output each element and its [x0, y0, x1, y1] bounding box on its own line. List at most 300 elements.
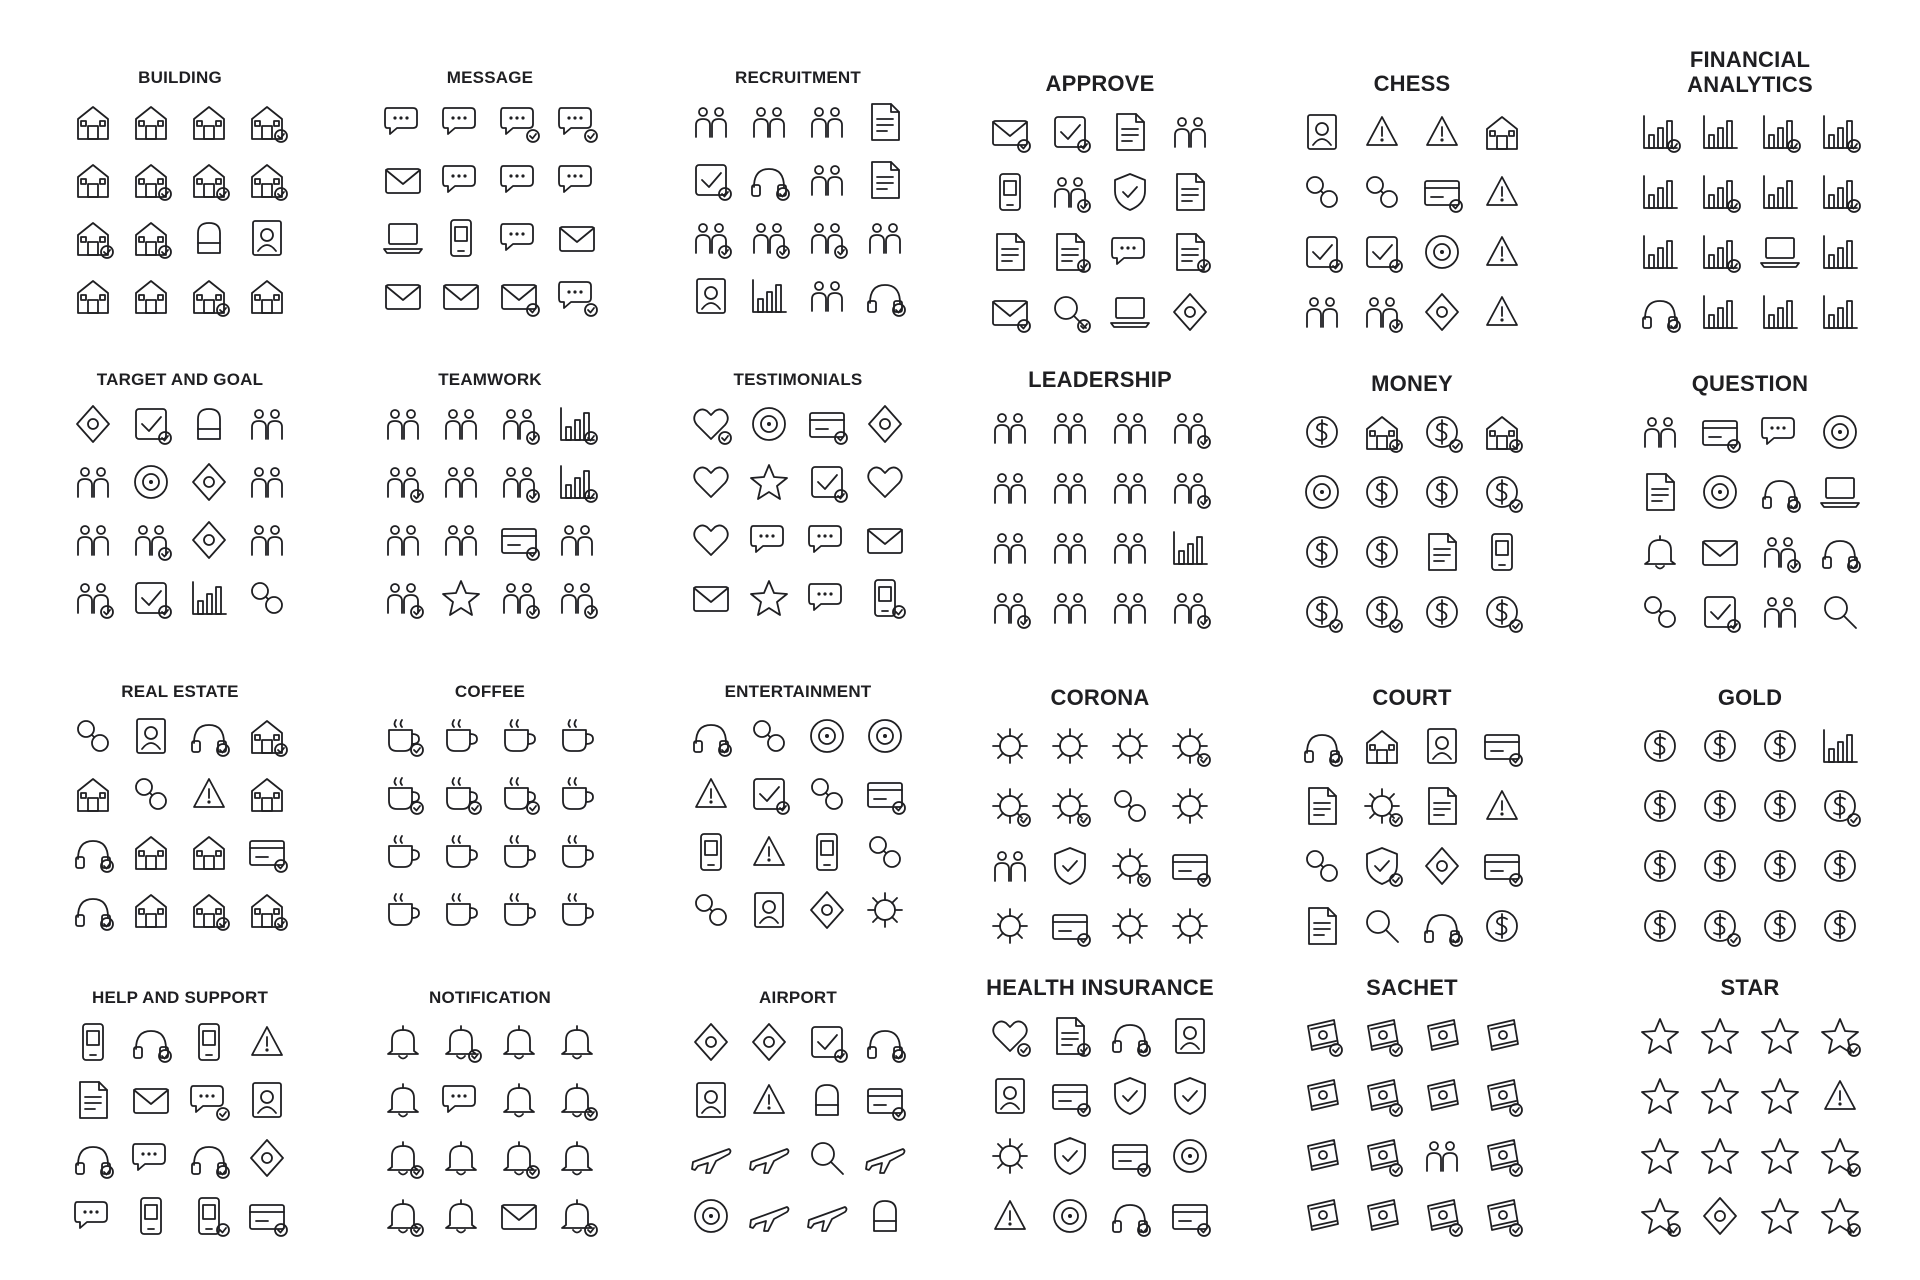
- thermometer-face-icon: [1167, 843, 1213, 889]
- calendar-alert-icon: [380, 1077, 426, 1123]
- mobile-info-icon: [186, 1193, 232, 1239]
- world-travel-icon: [862, 1193, 908, 1239]
- palette-icon: [804, 887, 850, 933]
- sachet-torn-icon: [1479, 1193, 1525, 1239]
- hand-coins-icon: [1479, 469, 1525, 515]
- document-analysis-icon: [1697, 109, 1743, 155]
- handcuffs-icon: [1359, 783, 1405, 829]
- gold-hand-icon: [1817, 903, 1863, 949]
- icon-set-title: REAL ESTATE: [121, 682, 239, 701]
- gold-safe-icon: [1757, 783, 1803, 829]
- envelope-approve-icon: [987, 289, 1033, 335]
- candlestick-icon: [1697, 229, 1743, 275]
- team-search-icon: [438, 517, 484, 563]
- boarding-pass-icon: [804, 1077, 850, 1123]
- icon-set-title: AIRPORT: [759, 988, 837, 1007]
- mail-alert-icon: [496, 1193, 542, 1239]
- globe-chart-icon: [1757, 109, 1803, 155]
- target-person-icon: [688, 215, 734, 261]
- star-glow-icon: [1757, 1193, 1803, 1239]
- icon-grid: [980, 1013, 1220, 1239]
- icon-set-chess: [1292, 72, 1532, 335]
- leader-checklist-icon: [1167, 465, 1213, 511]
- icon-grid: [980, 109, 1220, 335]
- pool-icon: [128, 771, 174, 817]
- person-check-icon: [1047, 169, 1093, 215]
- icon-set-building: [60, 68, 300, 319]
- phone-review-icon: [862, 575, 908, 621]
- approved-stamp-icon: [1167, 289, 1213, 335]
- virus-protection-icon: [1107, 843, 1153, 889]
- icon-set-question: [1630, 372, 1870, 635]
- magnifier-chart-icon: [1637, 169, 1683, 215]
- laptop-question-icon: [1817, 469, 1863, 515]
- icon-set-court: [1292, 686, 1532, 949]
- door-exit-icon: [128, 575, 174, 621]
- address-book-icon: [70, 1077, 116, 1123]
- rocket-icon: [244, 575, 290, 621]
- sachet-coffee-icon: [1479, 1133, 1525, 1179]
- star-wand-icon: [1757, 1013, 1803, 1059]
- sneeze-icon: [1107, 723, 1153, 769]
- resume-icon: [862, 99, 908, 145]
- bell-refresh-icon: [438, 1193, 484, 1239]
- sachet-square-icon: [1419, 1013, 1465, 1059]
- coffee-can-icon: [438, 887, 484, 933]
- toilet-icon: [186, 713, 232, 759]
- map-location-icon: [186, 771, 232, 817]
- people-question-icon: [1757, 589, 1803, 635]
- muted-chat-icon: [554, 273, 600, 319]
- courthouse-icon: [1359, 723, 1405, 769]
- mail-star-icon: [862, 517, 908, 563]
- icon-set-money: [1292, 372, 1532, 635]
- trophy-icon: [186, 401, 232, 447]
- icon-grid: [370, 401, 610, 621]
- lab-flask-icon: [1167, 1013, 1213, 1059]
- heart-shield-icon: [987, 1013, 1033, 1059]
- bed-icon: [244, 829, 290, 875]
- garage-icon: [186, 99, 232, 145]
- phone-payment-icon: [1479, 529, 1525, 575]
- sachet-roll-icon: [1419, 1073, 1465, 1119]
- chess-group-icon: [1299, 289, 1345, 335]
- cold-drink-icon: [496, 829, 542, 875]
- chess-exchange-icon: [1419, 289, 1465, 335]
- easel-icon: [746, 887, 792, 933]
- icon-set-title: TARGET AND GOAL: [96, 370, 264, 389]
- leader-swap-icon: [1107, 525, 1153, 571]
- icon-set-title: STAR: [1720, 975, 1780, 1000]
- masked-face-icon: [1167, 783, 1213, 829]
- icon-grid: [1630, 1013, 1870, 1239]
- masked-person-icon: [987, 843, 1033, 889]
- icon-grid: [60, 1019, 300, 1239]
- clapperboard-icon: [688, 713, 734, 759]
- gold-24k-icon: [1697, 903, 1743, 949]
- sold-house-icon: [128, 829, 174, 875]
- mobile-bell-icon: [380, 1193, 426, 1239]
- house-expand-icon: [70, 771, 116, 817]
- puzzle-question-icon: [1817, 529, 1863, 575]
- bell-mute-icon: [554, 1077, 600, 1123]
- blood-drop-icon: [987, 1193, 1033, 1239]
- icon-grid: [370, 1019, 610, 1239]
- chess-swap-icon: [1359, 229, 1405, 275]
- city-buildings-icon: [70, 157, 116, 203]
- no-mail-icon: [554, 215, 600, 261]
- hospital-icon: [186, 157, 232, 203]
- pie-chart-icon: [1817, 169, 1863, 215]
- icon-grid: [1292, 1013, 1532, 1239]
- castle-icon: [70, 273, 116, 319]
- decree-scroll-icon: [1419, 783, 1465, 829]
- safe-icon: [1299, 529, 1345, 575]
- chess-board-icon: [1419, 169, 1465, 215]
- growth-chart-icon: [1697, 169, 1743, 215]
- winner-icon: [496, 459, 542, 505]
- phone-question-icon: [128, 1193, 174, 1239]
- phone-message-icon: [496, 99, 542, 145]
- icon-grid: [678, 713, 918, 933]
- icon-set-title: ENTERTAINMENT: [724, 682, 872, 701]
- chess-move-icon: [1479, 229, 1525, 275]
- icon-set-coffee: [370, 682, 610, 933]
- thumbs-up-icon: [862, 401, 908, 447]
- location-message-icon: [438, 157, 484, 203]
- plane-takeoff-icon: [804, 1193, 850, 1239]
- icon-grid: [60, 713, 300, 933]
- mail-question-icon: [1697, 529, 1743, 575]
- hand-wash-icon: [1047, 723, 1093, 769]
- phone-chart-icon: [1757, 169, 1803, 215]
- quill-icon: [1299, 843, 1345, 889]
- comment-bubbles-icon: [804, 575, 850, 621]
- laptop-heart-icon: [688, 459, 734, 505]
- 3d-glasses-icon: [688, 771, 734, 817]
- info-bubble-icon: [70, 1193, 116, 1239]
- smile-click-icon: [804, 459, 850, 505]
- sachet-print-icon: [1479, 1073, 1525, 1119]
- icon-grid: [1630, 409, 1870, 635]
- icon-grid: [370, 713, 610, 933]
- shield-check-icon: [1107, 169, 1153, 215]
- sanitizer-icon: [987, 723, 1033, 769]
- bishop-icon: [1479, 109, 1525, 155]
- iced-coffee-icon: [438, 829, 484, 875]
- eye-shield-icon: [1167, 1073, 1213, 1119]
- cinema-screen-icon: [862, 829, 908, 875]
- suitcase-icon: [688, 1077, 734, 1123]
- icon-set-help: [60, 988, 300, 1239]
- sachet-open-icon: [1479, 1013, 1525, 1059]
- gold-coins-icon: [1757, 843, 1803, 889]
- gold-certificate-icon: [1757, 723, 1803, 769]
- house-keys-icon: [244, 713, 290, 759]
- search-question-icon: [1817, 589, 1863, 635]
- person-checklist-icon: [804, 99, 850, 145]
- mobile-location-icon: [438, 215, 484, 261]
- teapot-icon: [380, 771, 426, 817]
- warning-question-icon: [1637, 589, 1683, 635]
- currency-exchange-icon: [1419, 589, 1465, 635]
- magnifier-check-icon: [1047, 289, 1093, 335]
- garage-door-icon: [128, 887, 174, 933]
- flight-time-icon: [688, 1135, 734, 1181]
- movie-camera-icon: [862, 713, 908, 759]
- team-presentation-icon: [380, 459, 426, 505]
- justice-shield-icon: [1359, 843, 1405, 889]
- hierarchy-icon: [688, 273, 734, 319]
- medicine-icon: [987, 1073, 1033, 1119]
- icon-set-title: RECRUITMENT: [735, 68, 861, 87]
- house-location-icon: [244, 887, 290, 933]
- team-row-icon: [438, 401, 484, 447]
- refresh-phone-icon: [70, 1019, 116, 1065]
- search-candidate-icon: [688, 99, 734, 145]
- pawn-icon: [1419, 109, 1465, 155]
- banknotes-icon: [1359, 409, 1405, 455]
- icon-grid: [1630, 109, 1870, 335]
- sachet-powder-icon: [1359, 1133, 1405, 1179]
- ambulance-icon: [1047, 1073, 1093, 1119]
- icon-set-recruitment: [678, 68, 918, 319]
- certificate-person-icon: [1167, 109, 1213, 155]
- review-edit-icon: [746, 401, 792, 447]
- icon-set-title: MESSAGE: [446, 68, 534, 87]
- rating-row-icon: [1697, 1193, 1743, 1239]
- chess-king-group-icon: [1359, 289, 1405, 335]
- knight-icon: [1299, 109, 1345, 155]
- settings-support-icon: [244, 1135, 290, 1181]
- court-hammer-icon: [1479, 843, 1525, 889]
- cycle-chart-icon: [1637, 229, 1683, 275]
- star-ring-icon: [1817, 1133, 1863, 1179]
- bar-chart-icon: [1637, 109, 1683, 155]
- floor-plan-icon: [70, 887, 116, 933]
- coffee-machine-icon: [554, 713, 600, 759]
- path-goal-icon: [186, 517, 232, 563]
- icon-set-title: CORONA: [1050, 685, 1150, 710]
- icon-set-title: LEADERSHIP: [1028, 367, 1172, 392]
- icon-grid: [370, 99, 610, 319]
- plane-search-icon: [804, 1135, 850, 1181]
- door-exit-icon: [688, 157, 734, 203]
- film-reel-icon: [862, 771, 908, 817]
- piggy-bank-icon: [1479, 409, 1525, 455]
- for-rent-sign-icon: [70, 829, 116, 875]
- gavel-icon: [1299, 723, 1345, 769]
- icon-grid: [1630, 723, 1870, 949]
- leader-row-icon: [1047, 585, 1093, 631]
- icon-set-approve: [980, 72, 1220, 335]
- mail-location-icon: [438, 273, 484, 319]
- scroll-icon: [987, 229, 1033, 275]
- theater-stage-icon: [746, 771, 792, 817]
- house-insurance-icon: [186, 829, 232, 875]
- sachet-tilted-icon: [1359, 1013, 1405, 1059]
- icon-grid: [980, 405, 1220, 631]
- idea-icon: [496, 517, 542, 563]
- rope-barrier-icon: [746, 829, 792, 875]
- case-search-icon: [1359, 903, 1405, 949]
- chat-bubbles-icon: [380, 99, 426, 145]
- bell-question-icon: [1637, 529, 1683, 575]
- sachet-group-icon: [1419, 1133, 1465, 1179]
- phone-alert-icon: [438, 1135, 484, 1181]
- baby-insurance-icon: [1107, 1133, 1153, 1179]
- person-question-icon: [1637, 409, 1683, 455]
- shop-icon: [128, 157, 174, 203]
- discussion-icon: [862, 273, 908, 319]
- qa-chat-icon: [186, 1077, 232, 1123]
- sachet-flat-icon: [1299, 1013, 1345, 1059]
- phone-chat-icon: [554, 99, 600, 145]
- icon-grid: [678, 99, 918, 319]
- monitor-chart-icon: [1757, 289, 1803, 335]
- clock-alert-icon: [554, 1019, 600, 1065]
- laurel-scale-icon: [1419, 903, 1465, 949]
- support-24-icon: [244, 1019, 290, 1065]
- interview-icon: [746, 157, 792, 203]
- icon-set-teamwork: [370, 370, 610, 621]
- virus-medical-icon: [987, 1133, 1033, 1179]
- coffee-cup-icon: [380, 829, 426, 875]
- sachet-pack-icon: [1419, 1193, 1465, 1239]
- team-meeting-icon: [804, 215, 850, 261]
- target-arrow-icon: [128, 401, 174, 447]
- sparkle-stars-icon: [1637, 1193, 1683, 1239]
- office-building-icon: [70, 99, 116, 145]
- king-icon: [1299, 169, 1345, 215]
- chart-cycle-icon: [1817, 289, 1863, 335]
- gold-stack-icon: [1697, 723, 1743, 769]
- sachet-triangle-icon: [1299, 1193, 1345, 1239]
- handshake-people-icon: [862, 215, 908, 261]
- fever-icon: [1167, 903, 1213, 949]
- star-outline-icon: [1757, 1073, 1803, 1119]
- leader-meeting-icon: [987, 405, 1033, 451]
- area-chart-icon: [1817, 229, 1863, 275]
- heart-click-icon: [862, 459, 908, 505]
- coin-stack-icon: [1299, 409, 1345, 455]
- icon-set-title: MONEY: [1371, 371, 1453, 396]
- wallet-icon: [1299, 589, 1345, 635]
- leader-icon: [438, 459, 484, 505]
- settings-alert-icon: [554, 1135, 600, 1181]
- stars-fireworks-icon: [1637, 1013, 1683, 1059]
- icon-set-corona: [980, 686, 1220, 949]
- confused-person-icon: [1757, 529, 1803, 575]
- document-question-icon: [1637, 469, 1683, 515]
- open-envelope-icon: [496, 273, 542, 319]
- rook-icon: [1359, 109, 1405, 155]
- luggage-icon: [862, 1077, 908, 1123]
- coffee-grinder-icon: [496, 887, 542, 933]
- mountain-flag-icon: [70, 401, 116, 447]
- icon-set-sachet: [1292, 976, 1532, 1239]
- projector-icon: [804, 771, 850, 817]
- gold-bars-shine-icon: [1637, 723, 1683, 769]
- shield-dollar-icon: [1359, 589, 1405, 635]
- board-question-icon: [1817, 409, 1863, 455]
- bathtub-icon: [128, 713, 174, 759]
- approved-mail-icon: [987, 109, 1033, 155]
- chess-set-icon: [1419, 229, 1465, 275]
- microphone-icon: [804, 829, 850, 875]
- handshake-virus-icon: [1167, 723, 1213, 769]
- coffee-pack-icon: [496, 713, 542, 759]
- badge-star-icon: [1697, 1073, 1743, 1119]
- turkish-coffee-icon: [554, 887, 600, 933]
- badge-check-icon: [1047, 109, 1093, 155]
- candidate-rating-icon: [804, 157, 850, 203]
- icon-set-title: APPROVE: [1045, 71, 1155, 96]
- stars-cluster-icon: [1817, 1193, 1863, 1239]
- film-play-icon: [746, 713, 792, 759]
- waiting-seats-icon: [688, 1019, 734, 1065]
- leader-group-icon: [1047, 465, 1093, 511]
- icon-set-notification: [370, 988, 610, 1239]
- document-alert-icon: [496, 1077, 542, 1123]
- line-chart-icon: [1817, 109, 1863, 155]
- icon-set-financial: [1630, 48, 1870, 335]
- no-touch-icon: [1107, 783, 1153, 829]
- star-burst-icon: [1817, 1013, 1863, 1059]
- leader-flag-icon: [1107, 405, 1153, 451]
- gold-sparkle-icon: [1637, 903, 1683, 949]
- town-house-icon: [244, 99, 290, 145]
- gold-pile-icon: [1697, 843, 1743, 889]
- icon-set-leadership: [980, 368, 1220, 631]
- hand-phone-icon: [186, 1019, 232, 1065]
- skyscraper-icon: [244, 215, 290, 261]
- chat-alert-icon: [438, 1077, 484, 1123]
- icon-set-title: BUILDING: [138, 68, 222, 87]
- cough-icon: [1107, 903, 1153, 949]
- support-247-icon: [244, 1193, 290, 1239]
- takeaway-cup-icon: [554, 771, 600, 817]
- icon-grid: [1292, 109, 1532, 335]
- house-contract-icon: [244, 771, 290, 817]
- stars-scatter-icon: [1637, 1133, 1683, 1179]
- global-finance-icon: [1637, 289, 1683, 335]
- certificate-icon: [1167, 169, 1213, 215]
- airplane-icon: [862, 1135, 908, 1181]
- winner-podium-icon: [244, 517, 290, 563]
- icon-set-health: [980, 976, 1220, 1239]
- leader-network-icon: [987, 465, 1033, 511]
- chat-check-icon: [1107, 229, 1153, 275]
- person-stairs-icon: [244, 401, 290, 447]
- hand-cash-icon: [1419, 469, 1465, 515]
- globe-support-icon: [244, 1077, 290, 1123]
- tooth-shield-icon: [1107, 1073, 1153, 1119]
- justice-scale-icon: [1419, 723, 1465, 769]
- knight-board-icon: [1479, 169, 1525, 215]
- phone-approve-icon: [987, 169, 1033, 215]
- money-down-icon: [1479, 589, 1525, 635]
- icon-set-title: NOTIFICATION: [428, 988, 551, 1007]
- sachet-stack-icon: [1359, 1073, 1405, 1119]
- icon-grid: [980, 723, 1220, 949]
- gold-scatter-icon: [1817, 843, 1863, 889]
- baggage-belt-icon: [746, 1077, 792, 1123]
- team-cycle-icon: [380, 517, 426, 563]
- bell-ring-icon: [380, 1019, 426, 1065]
- icon-set-title: TESTIMONIALS: [733, 370, 863, 389]
- mosque-icon: [186, 273, 232, 319]
